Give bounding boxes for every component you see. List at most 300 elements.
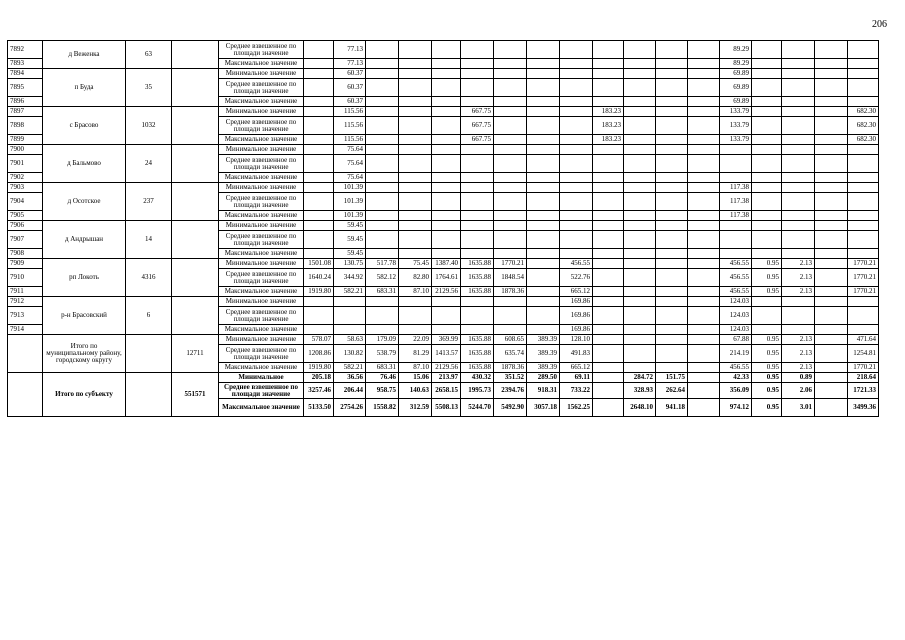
- empty-cell: [304, 155, 334, 173]
- value-cell: 1635.88: [461, 259, 494, 269]
- empty-cell: [656, 231, 688, 249]
- empty-cell: [815, 345, 848, 363]
- empty-cell: [848, 221, 879, 231]
- empty-cell: [688, 145, 720, 155]
- empty-cell: [815, 41, 848, 59]
- empty-cell: [304, 107, 334, 117]
- empty-cell: [461, 59, 494, 69]
- empty-cell: [848, 325, 879, 335]
- value-cell: 117.38: [720, 193, 752, 211]
- empty-cell: [432, 59, 461, 69]
- empty-cell: [624, 59, 656, 69]
- empty-cell: [399, 69, 432, 79]
- value-cell: 1848.54: [494, 269, 527, 287]
- value-type-label: Максимальное значение: [219, 249, 304, 259]
- value-cell: 101.39: [334, 193, 366, 211]
- empty-cell: [527, 79, 560, 97]
- value-cell: 133.79: [720, 135, 752, 145]
- empty-cell: [782, 145, 815, 155]
- empty-cell: [494, 135, 527, 145]
- empty-cell: [815, 249, 848, 259]
- empty-cell: [560, 135, 593, 145]
- empty-cell: [656, 307, 688, 325]
- row-id: 7897: [8, 107, 43, 117]
- empty-cell: [848, 69, 879, 79]
- value-cell: 582.21: [334, 287, 366, 297]
- value-cell: 117.38: [720, 183, 752, 193]
- empty-cell: [624, 193, 656, 211]
- empty-cell: [304, 307, 334, 325]
- value-cell: 1562.25: [560, 399, 593, 417]
- value-cell: 101.39: [334, 211, 366, 221]
- empty-cell: [656, 107, 688, 117]
- value-cell: 213.97: [432, 373, 461, 383]
- empty-cell: [752, 211, 782, 221]
- empty-cell: [752, 325, 782, 335]
- empty-cell: [527, 69, 560, 79]
- value-type-label: Среднее взвешенное по площади значение: [219, 41, 304, 59]
- empty-cell: [782, 231, 815, 249]
- value-cell: 0.89: [782, 373, 815, 383]
- value-cell: 169.86: [560, 297, 593, 307]
- empty-cell: [366, 249, 399, 259]
- empty-cell: [688, 345, 720, 363]
- empty-cell: [560, 97, 593, 107]
- value-cell: 665.12: [560, 363, 593, 373]
- empty-cell: [593, 59, 624, 69]
- empty-cell: [815, 399, 848, 417]
- value-cell: 3.01: [782, 399, 815, 417]
- value-cell: 205.18: [304, 373, 334, 383]
- empty-cell: [527, 97, 560, 107]
- empty-cell: [688, 399, 720, 417]
- spacer-cell: [172, 145, 219, 183]
- empty-cell: [593, 373, 624, 383]
- empty-cell: [815, 335, 848, 345]
- empty-cell: [815, 211, 848, 221]
- empty-cell: [815, 107, 848, 117]
- empty-cell: [656, 155, 688, 173]
- empty-cell: [304, 231, 334, 249]
- empty-cell: [593, 69, 624, 79]
- value-type-label: Среднее взвешенное по площади значение: [219, 117, 304, 135]
- empty-cell: [656, 249, 688, 259]
- spacer-cell: [126, 373, 172, 417]
- empty-cell: [688, 183, 720, 193]
- value-cell: 206.44: [334, 383, 366, 399]
- value-cell: 389.39: [527, 335, 560, 345]
- empty-cell: [432, 155, 461, 173]
- value-cell: 1635.88: [461, 287, 494, 297]
- value-cell: 5508.13: [432, 399, 461, 417]
- empty-cell: [432, 297, 461, 307]
- empty-cell: [461, 221, 494, 231]
- empty-cell: [366, 59, 399, 69]
- settlement-name: с Брасово: [43, 107, 126, 145]
- empty-cell: [461, 249, 494, 259]
- value-cell: 1721.33: [848, 383, 879, 399]
- empty-cell: [624, 231, 656, 249]
- empty-cell: [366, 145, 399, 155]
- empty-cell: [752, 173, 782, 183]
- value-cell: 89.29: [720, 41, 752, 59]
- value-cell: 15.06: [399, 373, 432, 383]
- value-cell: 1640.24: [304, 269, 334, 287]
- empty-cell: [656, 79, 688, 97]
- empty-cell: [624, 249, 656, 259]
- value-cell: 471.64: [848, 335, 879, 345]
- empty-cell: [593, 183, 624, 193]
- empty-cell: [399, 59, 432, 69]
- empty-cell: [656, 135, 688, 145]
- empty-cell: [815, 269, 848, 287]
- value-cell: 140.63: [399, 383, 432, 399]
- empty-cell: [527, 259, 560, 269]
- empty-cell: [560, 183, 593, 193]
- row-id: 7901: [8, 155, 43, 173]
- value-cell: 133.79: [720, 107, 752, 117]
- empty-cell: [782, 211, 815, 221]
- empty-cell: [527, 249, 560, 259]
- value-cell: 1208.86: [304, 345, 334, 363]
- empty-cell: [432, 41, 461, 59]
- empty-cell: [593, 155, 624, 173]
- empty-cell: [624, 307, 656, 325]
- empty-cell: [432, 183, 461, 193]
- empty-cell: [815, 325, 848, 335]
- empty-cell: [815, 287, 848, 297]
- value-cell: 667.75: [461, 117, 494, 135]
- value-cell: 667.75: [461, 135, 494, 145]
- value-cell: 667.75: [461, 107, 494, 117]
- value-type-label: Максимальное значение: [219, 59, 304, 69]
- value-type-label: Максимальное значение: [219, 363, 304, 373]
- row-id: 7906: [8, 221, 43, 231]
- empty-cell: [815, 297, 848, 307]
- empty-cell: [494, 97, 527, 107]
- spacer-cell: [172, 69, 219, 107]
- value-cell: 2394.76: [494, 383, 527, 399]
- value-cell: 538.79: [366, 345, 399, 363]
- value-cell: 1635.88: [461, 269, 494, 287]
- row-id: 7898: [8, 117, 43, 135]
- value-cell: 124.03: [720, 307, 752, 325]
- empty-cell: [366, 221, 399, 231]
- empty-cell: [432, 145, 461, 155]
- empty-cell: [593, 145, 624, 155]
- empty-cell: [304, 79, 334, 97]
- empty-cell: [688, 335, 720, 345]
- empty-cell: [752, 193, 782, 211]
- empty-cell: [304, 135, 334, 145]
- empty-cell: [624, 79, 656, 97]
- empty-cell: [399, 107, 432, 117]
- empty-cell: [752, 117, 782, 135]
- empty-cell: [720, 221, 752, 231]
- empty-cell: [560, 193, 593, 211]
- empty-cell: [688, 249, 720, 259]
- value-cell: 2.13: [782, 287, 815, 297]
- empty-cell: [494, 307, 527, 325]
- empty-cell: [624, 117, 656, 135]
- value-type-label: Среднее взвешенное по площади значение: [219, 383, 304, 399]
- empty-cell: [624, 155, 656, 173]
- value-cell: 1995.73: [461, 383, 494, 399]
- empty-cell: [461, 183, 494, 193]
- population: 24: [126, 145, 172, 183]
- value-cell: 683.31: [366, 363, 399, 373]
- value-cell: 2.13: [782, 269, 815, 287]
- empty-cell: [624, 135, 656, 145]
- empty-cell: [399, 193, 432, 211]
- empty-cell: [848, 249, 879, 259]
- empty-cell: [494, 107, 527, 117]
- empty-cell: [560, 145, 593, 155]
- row-id: 7914: [8, 325, 43, 335]
- population: 1032: [126, 107, 172, 145]
- empty-cell: [399, 145, 432, 155]
- empty-cell: [624, 297, 656, 307]
- empty-cell: [527, 145, 560, 155]
- empty-cell: [688, 363, 720, 373]
- value-cell: 635.74: [494, 345, 527, 363]
- value-cell: 3257.46: [304, 383, 334, 399]
- empty-cell: [720, 173, 752, 183]
- empty-cell: [432, 135, 461, 145]
- value-cell: 101.39: [334, 183, 366, 193]
- value-cell: 369.99: [432, 335, 461, 345]
- value-cell: 2129.56: [432, 363, 461, 373]
- value-cell: 0.95: [752, 335, 782, 345]
- empty-cell: [494, 173, 527, 183]
- empty-cell: [782, 97, 815, 107]
- empty-cell: [688, 325, 720, 335]
- value-cell: 151.75: [656, 373, 688, 383]
- empty-cell: [366, 325, 399, 335]
- value-cell: 941.18: [656, 399, 688, 417]
- empty-cell: [334, 297, 366, 307]
- empty-cell: [688, 221, 720, 231]
- value-cell: 133.79: [720, 117, 752, 135]
- empty-cell: [494, 183, 527, 193]
- empty-cell: [593, 221, 624, 231]
- empty-cell: [815, 79, 848, 97]
- empty-cell: [624, 107, 656, 117]
- empty-cell: [688, 287, 720, 297]
- empty-cell: [656, 183, 688, 193]
- tariff-table: [7, 40, 879, 417]
- value-cell: 2.06: [782, 383, 815, 399]
- empty-cell: [720, 231, 752, 249]
- value-type-label: Максимальное значение: [219, 399, 304, 417]
- value-cell: 389.39: [527, 345, 560, 363]
- empty-cell: [815, 97, 848, 107]
- empty-cell: [366, 211, 399, 221]
- value-cell: 0.95: [752, 345, 782, 363]
- empty-cell: [656, 211, 688, 221]
- value-cell: 36.56: [334, 373, 366, 383]
- empty-cell: [848, 193, 879, 211]
- empty-cell: [593, 79, 624, 97]
- empty-cell: [399, 221, 432, 231]
- empty-cell: [560, 221, 593, 231]
- empty-cell: [782, 307, 815, 325]
- value-cell: 2648.10: [624, 399, 656, 417]
- empty-cell: [688, 41, 720, 59]
- empty-cell: [782, 117, 815, 135]
- value-cell: 69.89: [720, 79, 752, 97]
- value-cell: 1770.21: [848, 287, 879, 297]
- value-cell: 682.30: [848, 117, 879, 135]
- value-cell: 289.50: [527, 373, 560, 383]
- empty-cell: [560, 249, 593, 259]
- empty-cell: [527, 41, 560, 59]
- empty-cell: [461, 297, 494, 307]
- empty-cell: [304, 221, 334, 231]
- empty-cell: [656, 221, 688, 231]
- value-cell: 0.95: [752, 363, 782, 373]
- value-cell: 117.38: [720, 211, 752, 221]
- empty-cell: [527, 155, 560, 173]
- value-cell: 1770.21: [848, 269, 879, 287]
- row-id: 7900: [8, 145, 43, 155]
- empty-cell: [399, 79, 432, 97]
- empty-cell: [366, 231, 399, 249]
- population: 237: [126, 183, 172, 221]
- row-id: 7893: [8, 59, 43, 69]
- row-id: 7907: [8, 231, 43, 249]
- empty-cell: [432, 79, 461, 97]
- empty-cell: [432, 117, 461, 135]
- row-id: 7910: [8, 269, 43, 287]
- empty-cell: [399, 173, 432, 183]
- empty-cell: [752, 59, 782, 69]
- empty-cell: [815, 183, 848, 193]
- value-cell: 1387.40: [432, 259, 461, 269]
- empty-cell: [399, 307, 432, 325]
- value-cell: 115.56: [334, 135, 366, 145]
- empty-cell: [461, 325, 494, 335]
- value-cell: 60.37: [334, 79, 366, 97]
- empty-cell: [527, 107, 560, 117]
- value-cell: 77.13: [334, 41, 366, 59]
- value-type-label: Среднее взвешенное по площади значение: [219, 345, 304, 363]
- empty-cell: [432, 69, 461, 79]
- empty-cell: [624, 211, 656, 221]
- empty-cell: [432, 231, 461, 249]
- empty-cell: [304, 69, 334, 79]
- table-row: [8, 297, 879, 307]
- empty-cell: [688, 231, 720, 249]
- empty-cell: [624, 173, 656, 183]
- empty-cell: [624, 325, 656, 335]
- value-type-label: Максимальное значение: [219, 135, 304, 145]
- value-cell: 3057.18: [527, 399, 560, 417]
- empty-cell: [304, 193, 334, 211]
- empty-cell: [560, 211, 593, 221]
- empty-cell: [527, 297, 560, 307]
- value-type-label: Среднее взвешенное по площади значение: [219, 155, 304, 173]
- settlement-name: п Буда: [43, 69, 126, 107]
- value-cell: 1254.81: [848, 345, 879, 363]
- empty-cell: [752, 183, 782, 193]
- value-cell: 456.55: [720, 269, 752, 287]
- spacer-cell: [172, 221, 219, 259]
- value-cell: 389.39: [527, 363, 560, 373]
- table-row: [8, 41, 879, 59]
- empty-cell: [366, 79, 399, 97]
- value-cell: 1770.21: [848, 363, 879, 373]
- value-cell: 1878.36: [494, 287, 527, 297]
- value-cell: 682.30: [848, 135, 879, 145]
- empty-cell: [334, 307, 366, 325]
- empty-cell: [494, 79, 527, 97]
- empty-cell: [656, 287, 688, 297]
- value-cell: 75.64: [334, 173, 366, 183]
- row-id: 7902: [8, 173, 43, 183]
- empty-cell: [304, 59, 334, 69]
- empty-cell: [527, 325, 560, 335]
- value-cell: 42.33: [720, 373, 752, 383]
- empty-cell: [848, 41, 879, 59]
- value-cell: 130.75: [334, 259, 366, 269]
- value-cell: 130.82: [334, 345, 366, 363]
- empty-cell: [593, 345, 624, 363]
- empty-cell: [656, 269, 688, 287]
- empty-cell: [494, 297, 527, 307]
- empty-cell: [304, 173, 334, 183]
- empty-cell: [656, 297, 688, 307]
- value-cell: 665.12: [560, 287, 593, 297]
- empty-cell: [432, 97, 461, 107]
- value-cell: 1770.21: [848, 259, 879, 269]
- empty-cell: [624, 335, 656, 345]
- empty-cell: [593, 307, 624, 325]
- row-id: 7899: [8, 135, 43, 145]
- empty-cell: [815, 373, 848, 383]
- empty-cell: [461, 173, 494, 183]
- settlement-name: д Андрышан: [43, 221, 126, 259]
- empty-cell: [656, 259, 688, 269]
- value-cell: 682.30: [848, 107, 879, 117]
- empty-cell: [527, 183, 560, 193]
- empty-cell: [494, 325, 527, 335]
- value-cell: 3499.36: [848, 399, 879, 417]
- empty-cell: [656, 193, 688, 211]
- table-row: [8, 373, 879, 383]
- empty-cell: [656, 335, 688, 345]
- value-cell: 974.12: [720, 399, 752, 417]
- empty-cell: [688, 59, 720, 69]
- empty-cell: [399, 297, 432, 307]
- empty-cell: [593, 383, 624, 399]
- value-type-label: Среднее взвешенное по площади значение: [219, 193, 304, 211]
- empty-cell: [752, 297, 782, 307]
- table-row: [8, 221, 879, 231]
- empty-cell: [782, 79, 815, 97]
- value-type-label: Минимальное: [219, 373, 304, 383]
- row-id: 7894: [8, 69, 43, 79]
- empty-cell: [461, 69, 494, 79]
- spacer-cell: [172, 41, 219, 69]
- value-cell: 1919.80: [304, 287, 334, 297]
- empty-cell: [593, 297, 624, 307]
- table-row: [8, 69, 879, 79]
- empty-cell: [656, 69, 688, 79]
- empty-cell: [494, 211, 527, 221]
- value-cell: 351.52: [494, 373, 527, 383]
- empty-cell: [752, 41, 782, 59]
